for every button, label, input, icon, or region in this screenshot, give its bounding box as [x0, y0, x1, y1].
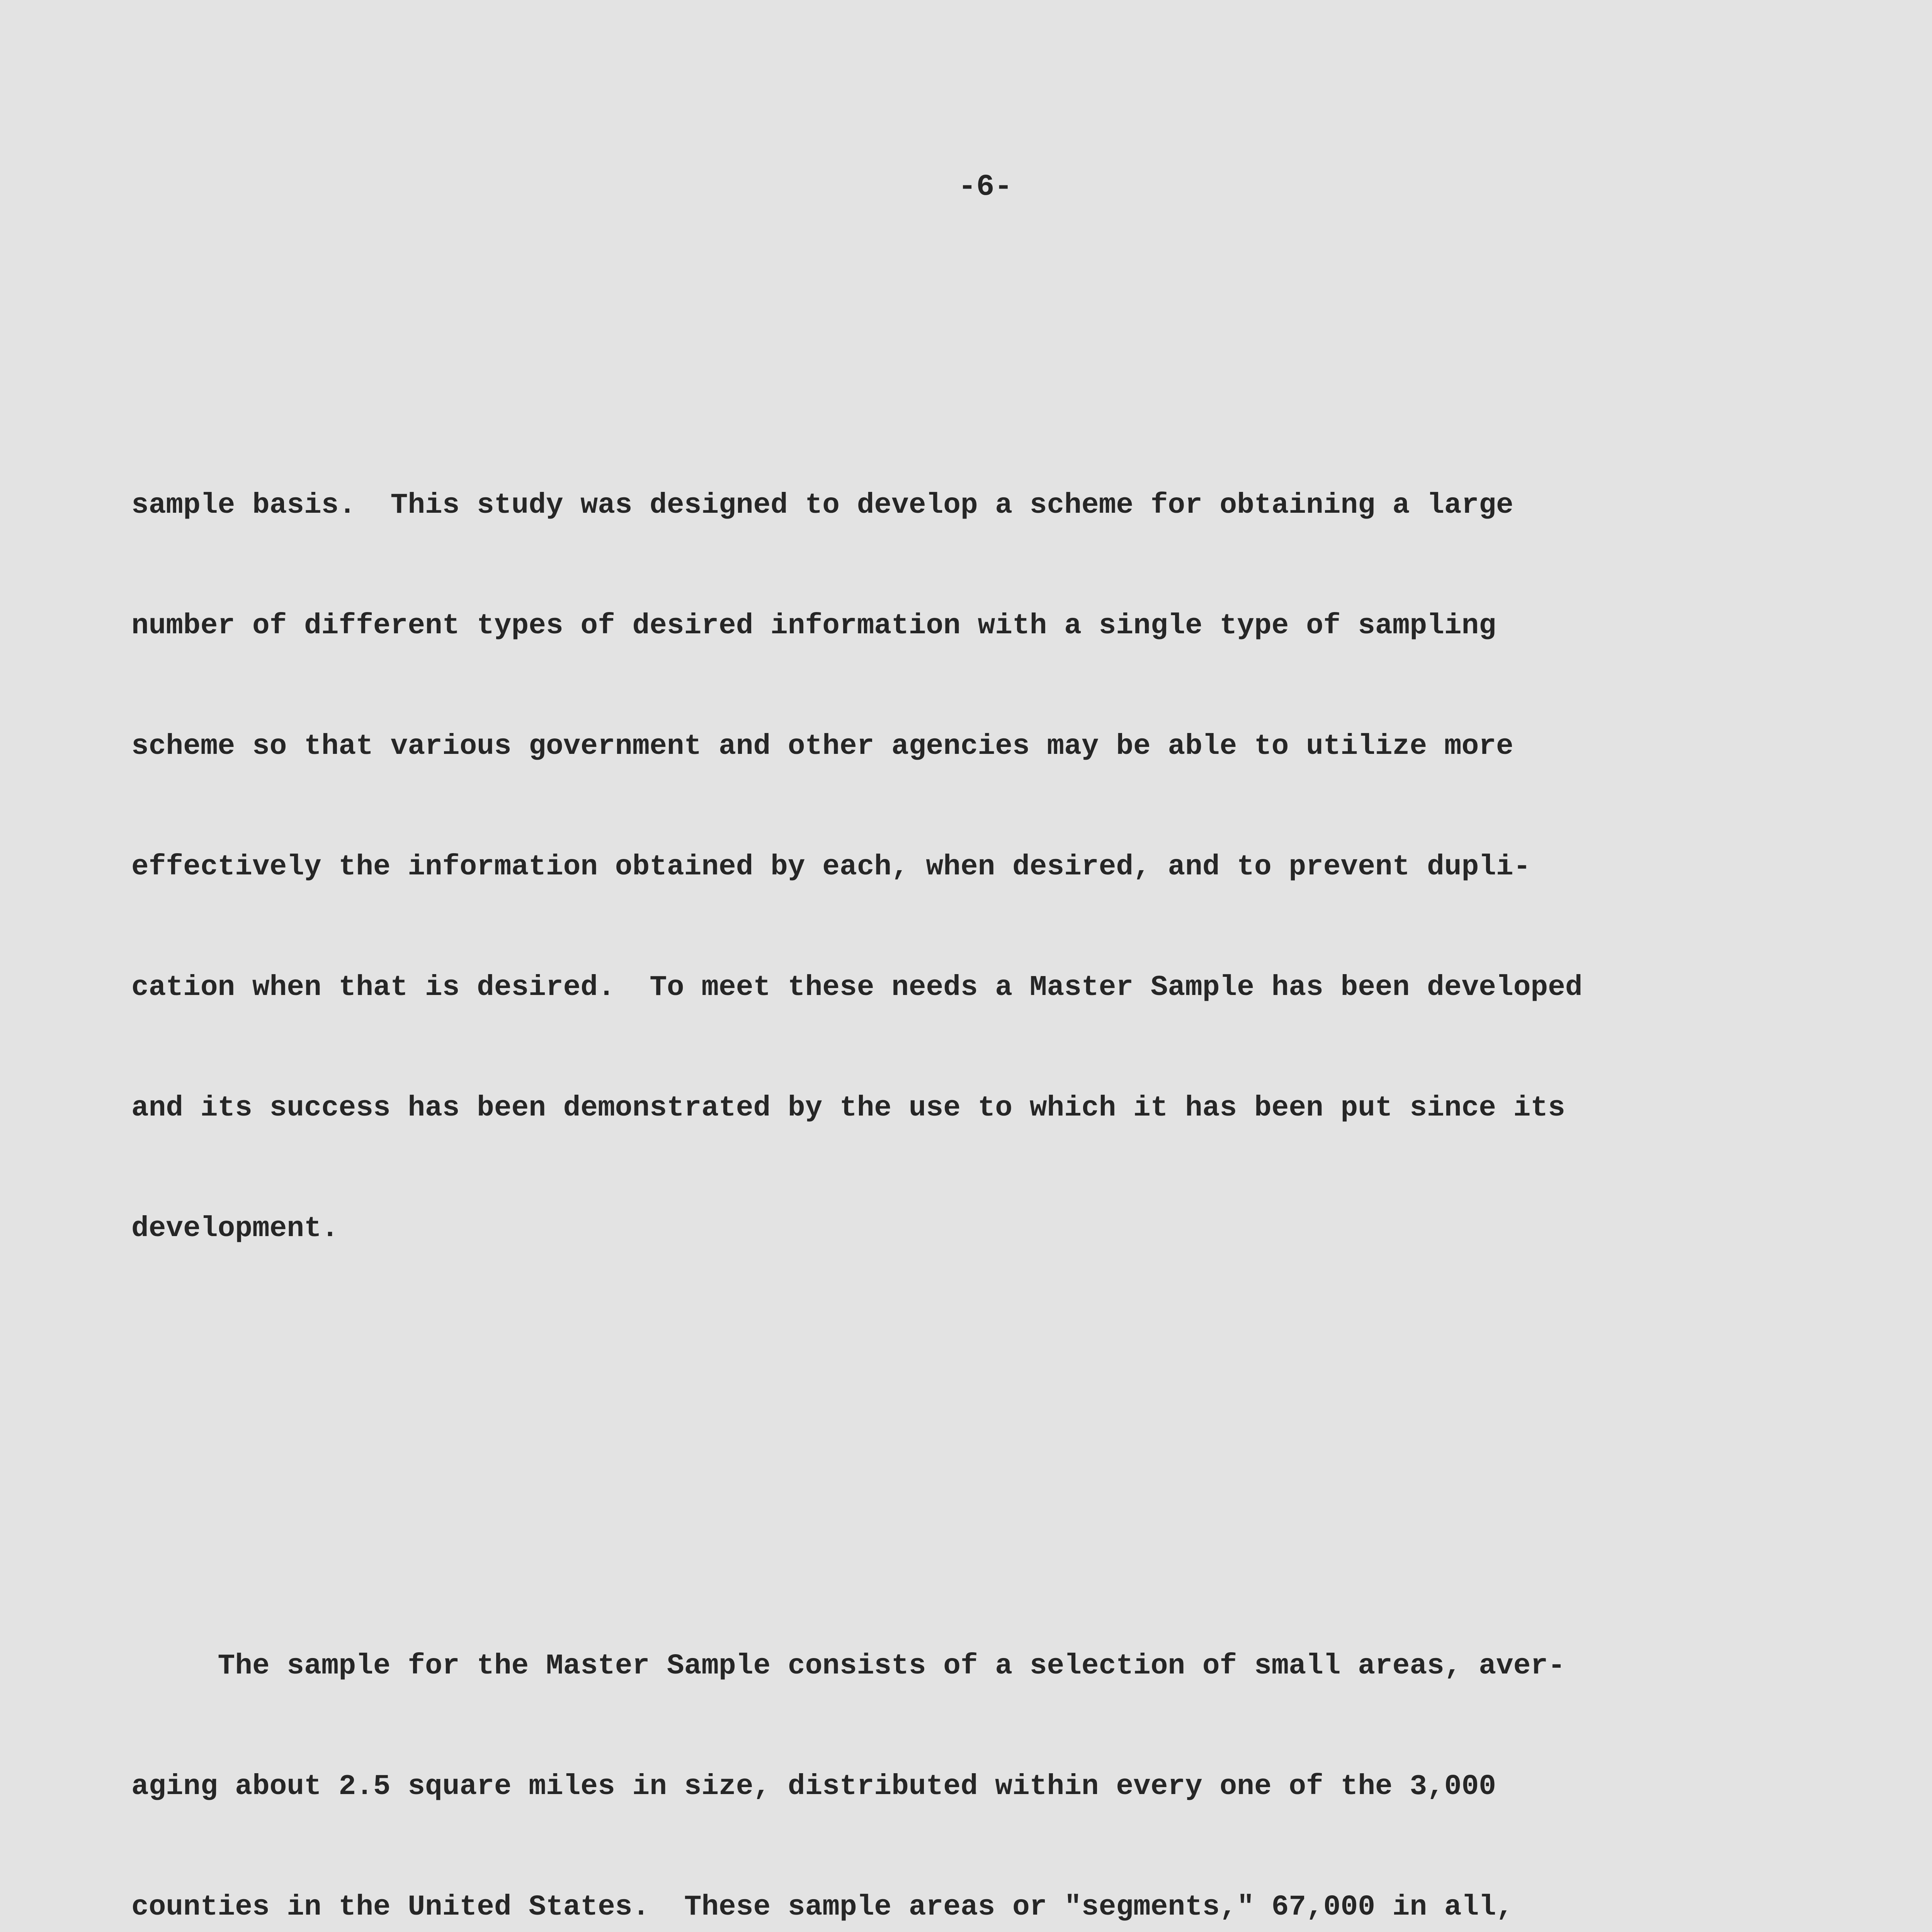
page-number: -6- [958, 170, 1013, 204]
text-line: effectively the information obtained by each, when desired, and to prevent dupli- [131, 851, 1531, 883]
text-line: number of different types of desired information with a single type of sampling [131, 610, 1496, 642]
paragraph-2 [131, 1566, 1789, 1932]
paragraph-1 [131, 405, 1789, 1329]
text-line: aging about 2.5 square miles in size, distributed within every one of the 3,000 [131, 1770, 1496, 1803]
paragraph-gap [131, 1410, 1789, 1445]
text-line: The sample for the Master Sample consists of a selection of small areas, aver- [131, 1650, 1565, 1682]
text-line: cation when that is desired. To meet these needs a Master Sample has been developed [131, 971, 1583, 1004]
body-text [131, 325, 1789, 1932]
text-line: counties in the United States. These sample areas or "segments," 67,000 in all, [131, 1891, 1514, 1923]
text-line: and its success has been demonstrated by the use to which it has been put since its [131, 1092, 1565, 1124]
text-line: scheme so that various government and other agencies may be able to utilize more [131, 730, 1514, 763]
text-line: sample basis. This study was designed to develop a scheme for obtaining a large [131, 489, 1514, 522]
text-line: development. [131, 1213, 339, 1245]
